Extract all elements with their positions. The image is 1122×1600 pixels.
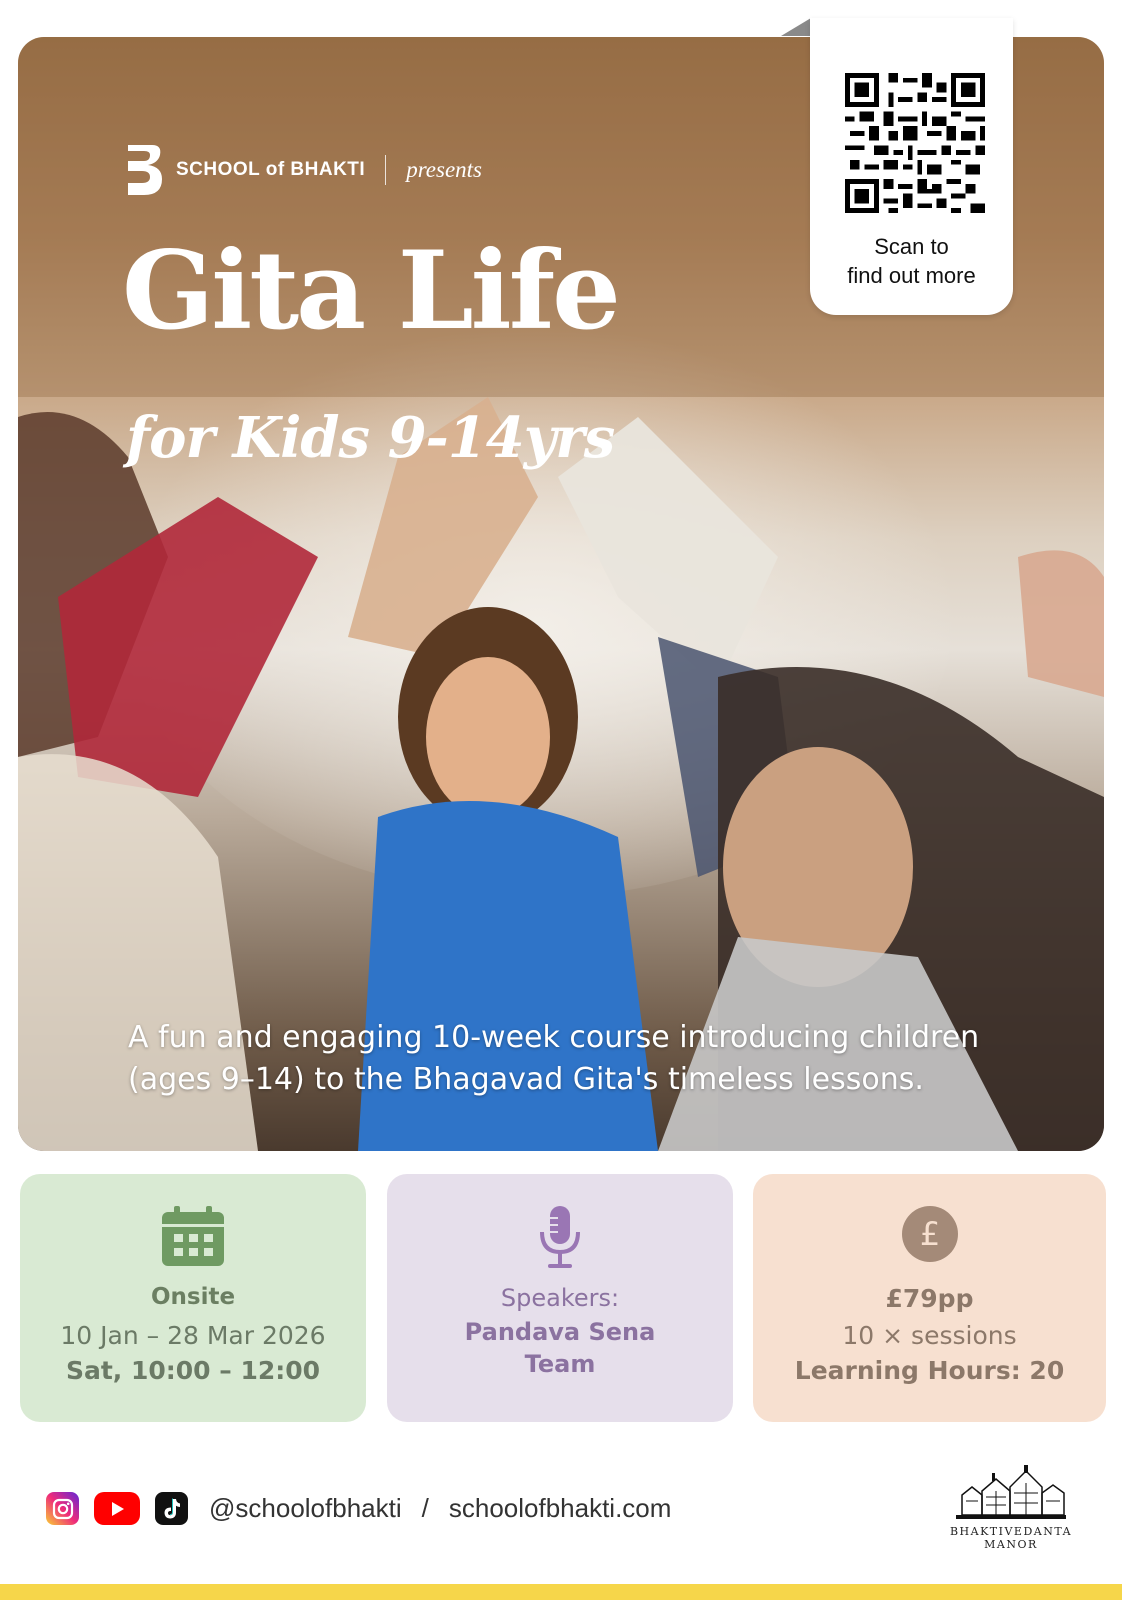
learning-hours: Learning Hours: 20	[794, 1356, 1065, 1385]
schedule-time: Sat, 10:00 – 12:00	[65, 1356, 321, 1385]
footer-social	[46, 1492, 671, 1525]
footer-separator: /	[421, 1493, 429, 1523]
price: £79pp	[885, 1284, 974, 1313]
website-link[interactable]: schoolofbhakti.com	[448, 1493, 672, 1523]
bhaktivedanta-manor-logo	[946, 1465, 1076, 1551]
course-title: Gita Life	[122, 228, 618, 354]
schedule-dates: 10 Jan – 28 Mar 2026	[60, 1321, 326, 1350]
brand-header	[122, 143, 482, 197]
manor-house-icon	[952, 1465, 1070, 1521]
brand-presents: presents	[406, 157, 483, 182]
qr-card-fold	[781, 18, 811, 36]
qr-caption	[810, 232, 1013, 290]
tiktok-icon[interactable]	[155, 1492, 188, 1525]
bottom-accent-bar	[0, 1584, 1122, 1600]
schedule-card	[20, 1174, 366, 1422]
calendar-icon	[162, 1206, 224, 1266]
school-of-bhakti-logo-icon	[122, 143, 164, 197]
qr-caption-line1: Scan to	[874, 234, 949, 259]
speakers-label: Speakers:	[500, 1284, 620, 1312]
social-handle[interactable]: @schoolofbhakti	[209, 1493, 402, 1523]
course-description: A fun and engaging 10-week course introducing children (ages 9–14) to the Bhagavad Gita's timeless lessons.	[128, 1020, 980, 1097]
pound-icon	[902, 1206, 958, 1262]
svg-text:£: £	[919, 1215, 940, 1253]
partner-name: BHAKTIVEDANTA MANOR	[949, 1525, 1073, 1551]
qr-code-icon[interactable]	[845, 73, 985, 213]
course-subtitle: for Kids 9-14yrs	[126, 405, 615, 471]
pricing-card	[753, 1174, 1106, 1422]
qr-card[interactable]	[810, 18, 1013, 315]
microphone-icon	[538, 1206, 582, 1270]
brand-divider	[385, 155, 386, 185]
schedule-mode: Onsite	[150, 1284, 236, 1310]
youtube-icon[interactable]	[94, 1492, 140, 1525]
session-count: 10 × sessions	[842, 1321, 1017, 1350]
speakers-name-line2: Team	[524, 1350, 596, 1378]
speakers-card	[387, 1174, 733, 1422]
instagram-icon[interactable]	[46, 1492, 79, 1525]
qr-caption-line2: find out more	[847, 263, 976, 288]
speakers-name-line1: Pandava Sena	[464, 1318, 656, 1346]
brand-name: SCHOOL of BHAKTI	[176, 159, 366, 180]
